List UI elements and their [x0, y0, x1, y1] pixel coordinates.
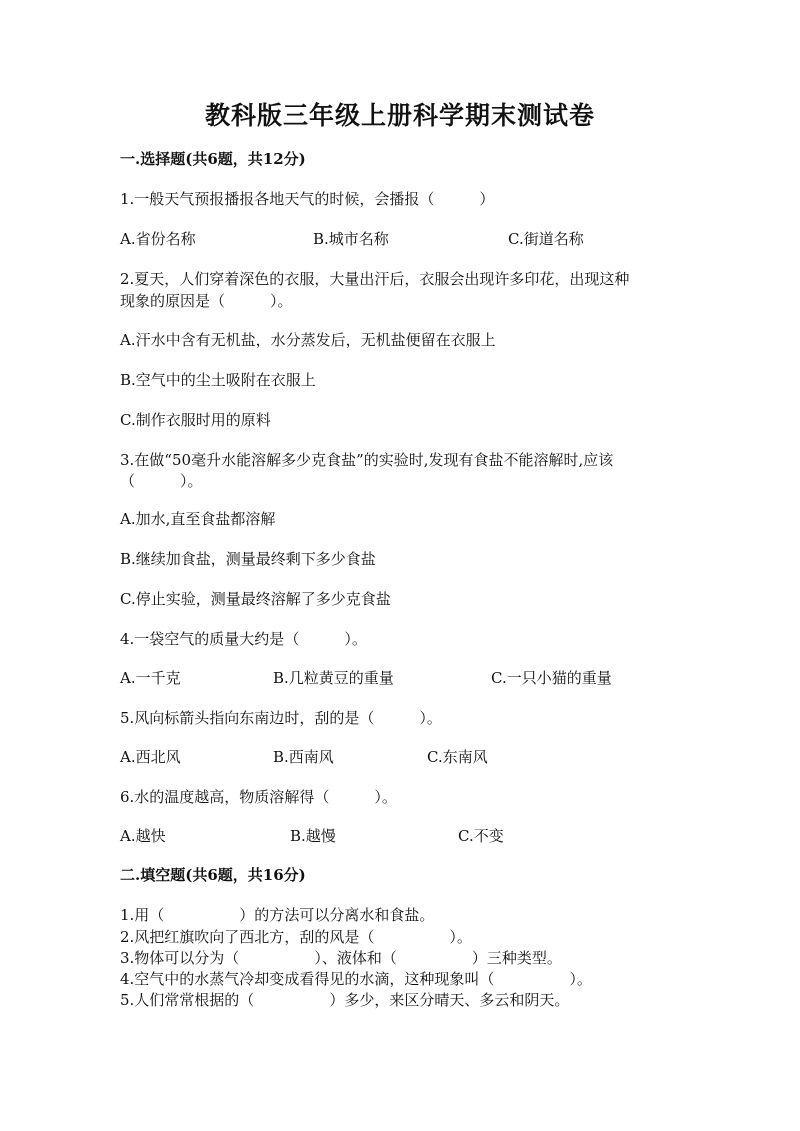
q1-option-a: A.省份名称 — [120, 230, 196, 248]
q4-option-b: B.几粒黄豆的重量 — [273, 669, 394, 687]
q1-option-c: C.街道名称 — [508, 230, 584, 248]
q3-option-b: B.继续加食盐，测量最终剩下多少食盐 — [120, 550, 376, 568]
fill-item-5: 5.人们常常根据的（ ）多少，来区分晴天、多云和阴天。 — [120, 991, 570, 1009]
question-5: 5.风向标箭头指向东南边时，刮的是（ ）。 — [120, 709, 442, 727]
q6-option-a: A.越快 — [120, 827, 166, 845]
question-1: 1.一般天气预报播报各地天气的时候，会播报（ ） — [120, 190, 495, 208]
fill-item-4: 4.空气中的水蒸气冷却变成看得见的水滴，这种现象叫（ ）。 — [120, 970, 592, 988]
question-2-line-1: 2.夏天，人们穿着深色的衣服，大量出汗后，衣服会出现许多印花，出现这种 — [120, 270, 630, 288]
q3-option-c: C.停止实验，测量最终溶解了多少克食盐 — [120, 590, 391, 608]
q5-option-a: A.西北风 — [120, 748, 181, 766]
q2-option-b: B.空气中的尘土吸附在衣服上 — [120, 371, 316, 389]
fill-item-1: 1.用（ ）的方法可以分离水和食盐。 — [120, 906, 435, 924]
q6-option-c: C.不变 — [458, 827, 504, 845]
question-3-line-2: （ ）。 — [120, 472, 203, 490]
question-6: 6.水的温度越高，物质溶解得（ ）。 — [120, 788, 397, 806]
fill-item-2: 2.风把红旗吹向了西北方，刮的风是（ ）。 — [120, 928, 472, 946]
section-heading-choice: 一.选择题(共6题，共12分) — [120, 150, 306, 168]
q5-option-c: C.东南风 — [427, 748, 488, 766]
q1-option-b: B.城市名称 — [313, 230, 389, 248]
question-3-line-1: 3.在做“50毫升水能溶解多少克食盐”的实验时,发现有食盐不能溶解时,应该 — [120, 451, 614, 469]
q4-option-c: C.一只小猫的重量 — [491, 669, 612, 687]
q6-option-b: B.越慢 — [290, 827, 336, 845]
q5-option-b: B.西南风 — [273, 748, 334, 766]
q2-option-a: A.汗水中含有无机盐，水分蒸发后，无机盐便留在衣服上 — [120, 331, 496, 349]
q4-option-a: A.一千克 — [120, 669, 181, 687]
q3-option-a: A.加水,直至食盐都溶解 — [120, 510, 276, 528]
section-heading-fill: 二.填空题(共6题，共16分) — [120, 866, 306, 884]
question-2-line-2: 现象的原因是（ ）。 — [120, 292, 293, 310]
q2-option-c: C.制作衣服时用的原料 — [120, 411, 271, 429]
question-4: 4.一袋空气的质量大约是（ ）。 — [120, 630, 367, 648]
fill-item-3: 3.物体可以分为（ ）、液体和（ ）三种类型。 — [120, 949, 562, 967]
page-title: 教科版三年级上册科学期末测试卷 — [204, 101, 595, 130]
